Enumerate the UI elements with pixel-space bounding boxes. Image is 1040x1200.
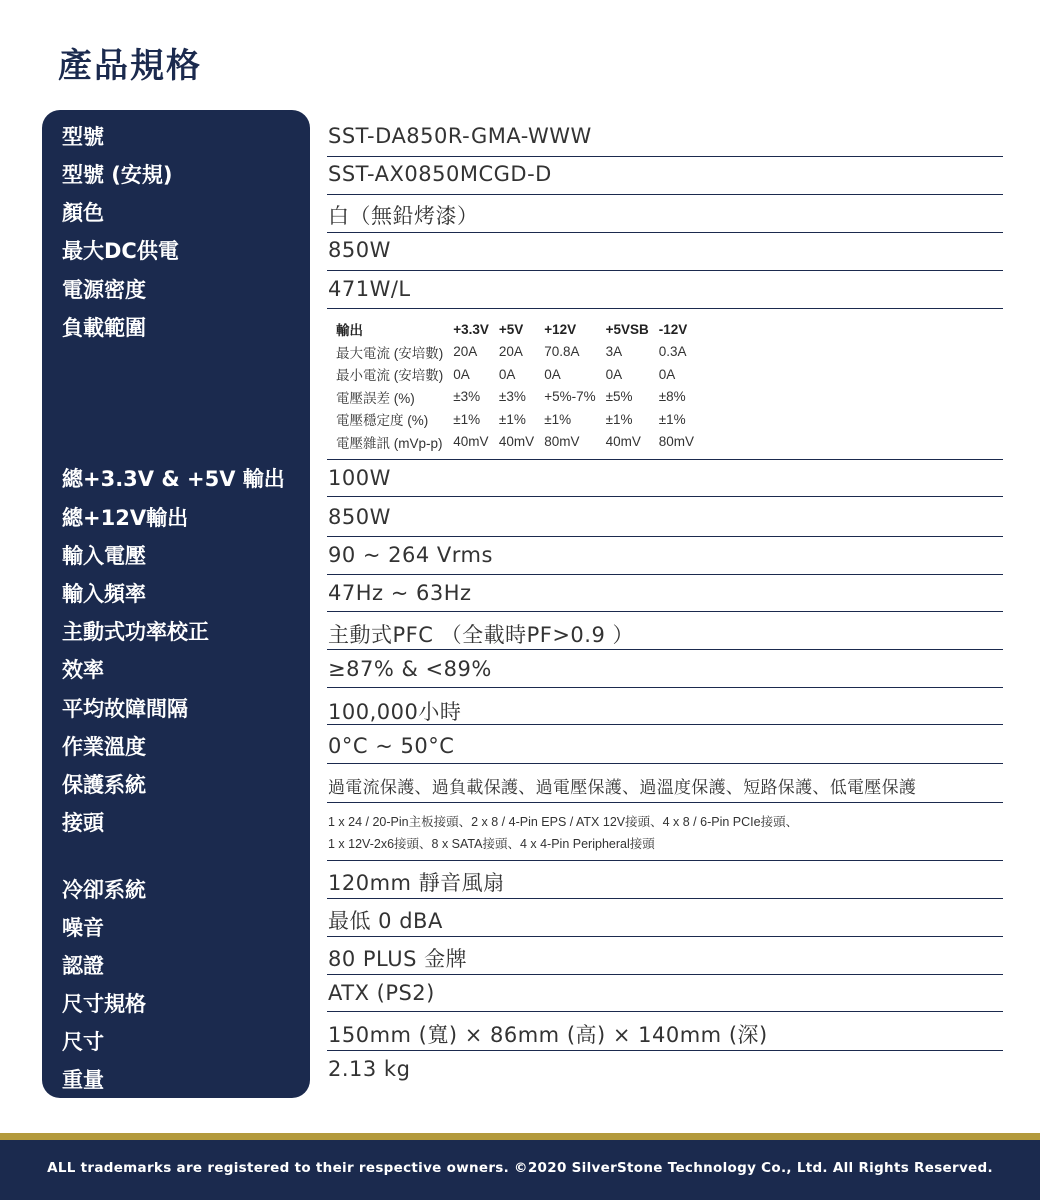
table-cell: 80mV <box>658 434 695 450</box>
label-connectors: 接頭 <box>62 811 104 835</box>
value-certification: 80 PLUS 金牌 <box>328 947 468 971</box>
label-apfc: 主動式功率校正 <box>62 620 209 644</box>
footer-gold-stripe <box>0 1133 1040 1140</box>
value-connectors-line1: 1 x 24 / 20-Pin主板接頭、2 x 8 / 4-Pin EPS / ATX 12V接頭、4 x 8 / 6-Pin PCIe接頭、 <box>328 815 799 829</box>
value-model: SST-DA850R-GMA-WWW <box>328 124 592 148</box>
label-input-voltage: 輸入電壓 <box>62 544 146 568</box>
load-table-header: +5V <box>498 321 524 337</box>
row-divider <box>327 687 1003 688</box>
label-noise: 噪音 <box>62 916 104 940</box>
footer-copyright: ALL trademarks are registered to their respective owners. ©2020 SilverStone Technology Co., Ltd. All Rights Reserved. <box>47 1160 993 1176</box>
label-protection: 保護系統 <box>62 773 146 797</box>
table-cell: 40mV <box>605 434 641 450</box>
label-certification: 認證 <box>62 954 104 978</box>
value-mtbf: 100,000小時 <box>328 700 462 724</box>
row-divider <box>327 860 1003 861</box>
page-title: 產品規格 <box>58 46 202 86</box>
row-divider <box>327 611 1003 612</box>
load-table-header-row <box>336 318 704 341</box>
label-max-dc: 最大DC供電 <box>62 239 179 263</box>
table-cell: ±1% <box>658 411 686 427</box>
table-row <box>336 386 704 409</box>
table-cell: +5%-7% <box>544 389 596 405</box>
table-cell: 電壓穩定度 (%) <box>336 413 429 429</box>
label-total-12: 總+12V輸出 <box>62 506 189 530</box>
load-table-header: +12V <box>544 321 577 337</box>
table-row <box>336 341 704 364</box>
label-mtbf: 平均故障間隔 <box>62 697 188 721</box>
table-cell: 70.8A <box>544 344 580 360</box>
value-total-33-5: 100W <box>328 466 391 490</box>
row-divider <box>327 459 1003 460</box>
row-divider <box>327 270 1003 271</box>
table-cell: 最小電流 (安培數) <box>336 368 444 384</box>
table-cell: ±5% <box>605 389 633 405</box>
load-table-header: +3.3V <box>453 321 489 337</box>
table-cell: 20A <box>498 344 523 360</box>
table-cell: ±3% <box>498 389 526 405</box>
label-model-safety: 型號 (安規) <box>62 163 173 187</box>
label-weight: 重量 <box>62 1068 104 1092</box>
label-form-factor: 尺寸規格 <box>62 992 146 1016</box>
table-cell: 電壓誤差 (%) <box>336 390 415 406</box>
value-density: 471W/L <box>328 277 411 301</box>
value-cooling: 120mm 靜音風扇 <box>328 871 505 895</box>
value-model-safety: SST-AX0850MCGD-D <box>328 162 552 186</box>
table-row <box>336 363 704 386</box>
row-divider <box>327 763 1003 764</box>
value-weight: 2.13 kg <box>328 1057 411 1081</box>
load-table-header: 輸出 <box>336 323 363 339</box>
table-cell: 3A <box>605 344 623 360</box>
value-connectors-line2: 1 x 12V-2x6接頭、8 x SATA接頭、4 x 4-Pin Peripheral接頭 <box>328 837 655 851</box>
label-total-33-5: 總+3.3V & +5V 輸出 <box>62 467 285 491</box>
row-divider <box>327 156 1003 157</box>
value-input-freq: 47Hz ~ 63Hz <box>328 581 472 605</box>
table-cell: ±1% <box>544 411 572 427</box>
row-divider <box>327 496 1003 497</box>
label-op-temp: 作業溫度 <box>62 735 146 759</box>
row-divider <box>327 308 1003 309</box>
table-cell: ±1% <box>453 411 481 427</box>
label-input-freq: 輸入頻率 <box>62 582 146 606</box>
label-cooling: 冷卻系統 <box>62 878 146 902</box>
load-range-table <box>336 318 704 453</box>
table-cell: 80mV <box>544 434 580 450</box>
table-cell: 20A <box>453 344 478 360</box>
row-divider <box>327 649 1003 650</box>
value-apfc: 主動式PFC （全載時PF>0.9 ） <box>328 623 634 647</box>
row-divider <box>327 536 1003 537</box>
table-cell: ±3% <box>453 389 481 405</box>
table-cell: 電壓雜訊 (mVp-p) <box>336 435 443 451</box>
label-load-range: 負載範圍 <box>62 316 146 340</box>
table-row <box>336 431 704 454</box>
table-cell: 40mV <box>498 434 535 450</box>
label-dimensions: 尺寸 <box>62 1030 104 1054</box>
table-cell: ±8% <box>658 389 686 405</box>
table-cell: 0A <box>498 366 516 382</box>
value-max-dc: 850W <box>328 238 391 262</box>
label-color: 顏色 <box>62 201 104 225</box>
row-divider <box>327 574 1003 575</box>
table-cell: 0A <box>544 366 561 382</box>
value-color: 白（無鉛烤漆） <box>328 204 479 228</box>
row-divider <box>327 232 1003 233</box>
row-divider <box>327 1050 1003 1051</box>
value-dimensions: 150mm (寬) × 86mm (高) × 140mm (深) <box>328 1023 768 1047</box>
label-model: 型號 <box>62 125 104 149</box>
value-op-temp: 0°C ~ 50°C <box>328 734 455 758</box>
label-density: 電源密度 <box>62 278 146 302</box>
table-cell: 0A <box>453 366 470 382</box>
label-efficiency: 效率 <box>62 658 104 682</box>
value-form-factor: ATX (PS2) <box>328 981 435 1005</box>
table-cell: 40mV <box>453 434 489 450</box>
value-total-12: 850W <box>328 505 391 529</box>
value-efficiency: ≥87% & <89% <box>328 657 492 681</box>
row-divider <box>327 194 1003 195</box>
row-divider <box>327 974 1003 975</box>
row-divider <box>327 936 1003 937</box>
row-divider <box>327 1011 1003 1012</box>
table-cell: ±1% <box>605 411 633 427</box>
value-noise: 最低 0 dBA <box>328 909 443 933</box>
table-cell: 0A <box>658 366 676 382</box>
row-divider <box>327 802 1003 803</box>
value-input-voltage: 90 ~ 264 Vrms <box>328 543 493 567</box>
table-row <box>336 408 704 431</box>
table-cell: 最大電流 (安培數) <box>336 345 444 361</box>
row-divider <box>327 898 1003 899</box>
load-table-header: -12V <box>658 321 688 337</box>
table-cell: 0A <box>605 366 623 382</box>
value-protection: 過電流保護、過負載保護、過電壓保護、過溫度保護、短路保護、低電壓保護 <box>328 778 917 798</box>
load-table-header: +5VSB <box>605 321 649 337</box>
table-cell: 0.3A <box>658 344 687 360</box>
table-cell: ±1% <box>498 411 526 427</box>
